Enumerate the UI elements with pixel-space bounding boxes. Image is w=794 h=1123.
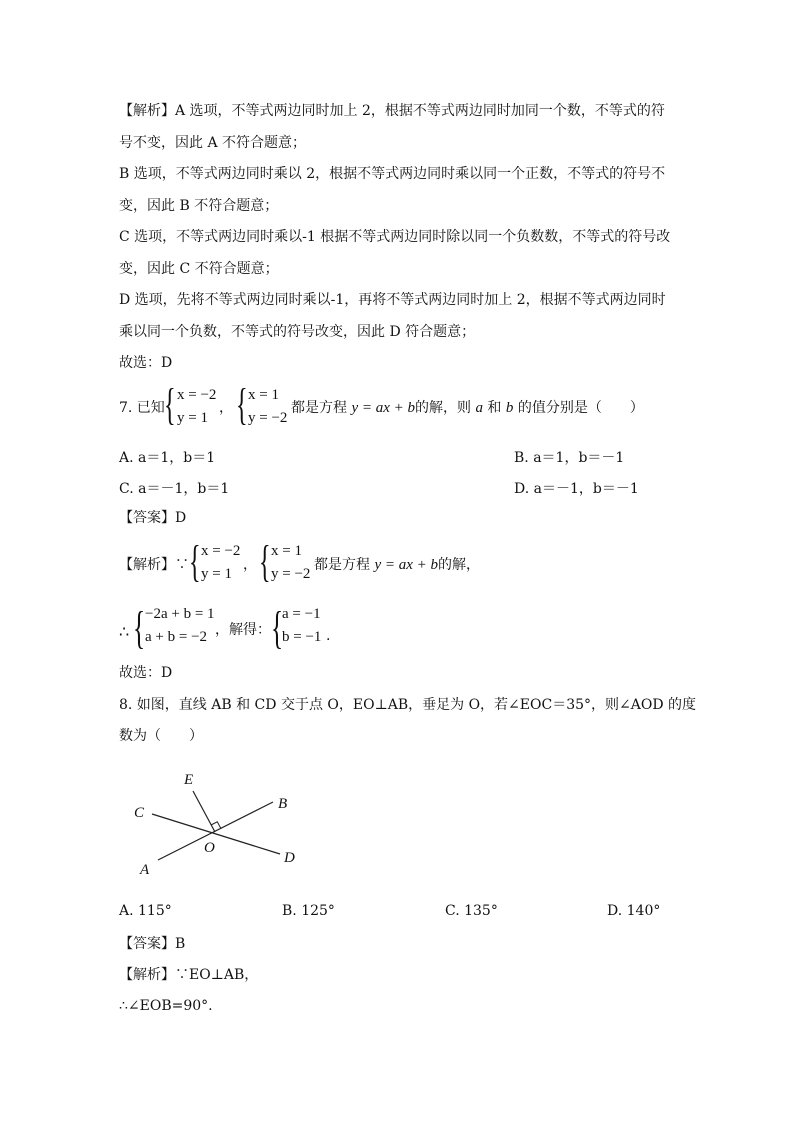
q7-analysis-end: 的解，	[438, 557, 481, 573]
analysis-line-4: 变，因此 B 不符合题意；	[119, 198, 279, 214]
q7-system2-eq1: x = 1	[248, 387, 279, 403]
q8-analysis-line-1: 【解析】∵EO⊥AB，	[119, 967, 259, 983]
analysis-line-6: 变，因此 C 不符合题意；	[119, 261, 279, 277]
q7-and: 和	[487, 400, 502, 416]
label-o: O	[204, 840, 215, 856]
q7-system4-eq1: a = −1	[282, 606, 321, 622]
q7-analysis-system2-brace: {	[259, 537, 271, 586]
analysis-line-8: 乘以同一个负数，不等式的符号改变，因此 D 符合题意；	[119, 324, 476, 340]
q7-var-a: a	[475, 400, 483, 416]
q7-system2-brace: {	[236, 380, 248, 429]
label-a: A	[140, 862, 150, 878]
q7-analysis-system1-eq1: x = −2	[201, 543, 241, 559]
q7-system4-eq2: b = −1	[282, 629, 322, 645]
ray-oe	[193, 791, 215, 832]
line-ab	[158, 802, 273, 860]
q7-text-end: 的值分别是（ ）	[517, 400, 644, 416]
q7-prefix: 7. 已知	[119, 400, 165, 416]
q7-answer: 【答案】D	[119, 510, 187, 526]
q7-solve-text: ，解得：	[215, 622, 271, 638]
q8-option-a: A. 115°	[119, 903, 172, 919]
q7-analysis-system2-eq2: y = −2	[271, 566, 311, 582]
analysis-line-1: 【解析】A 选项，不等式两边同时加上 2，根据不等式两边同时加同一个数，不等式的符	[119, 103, 665, 119]
q7-system4-brace: {	[271, 602, 284, 653]
q7-choose: 故选：D	[119, 665, 173, 681]
q7-option-d: D. a＝－1，b＝－1	[514, 481, 639, 497]
q7-system1-eq1: x = −2	[177, 387, 217, 403]
q7-system1-eq2: y = 1	[177, 410, 208, 426]
q7-stem-text	[291, 398, 644, 418]
q7-analysis-system1-eq2: y = 1	[201, 566, 232, 582]
q7-var-b: b	[505, 400, 514, 416]
q7-text-mid: 都是方程	[291, 400, 347, 416]
q8-geometry-figure	[126, 770, 326, 880]
q8-option-c: C. 135°	[445, 903, 498, 919]
label-c: C	[134, 805, 145, 821]
q8-stem-line-2: 数为（ ）	[119, 728, 203, 744]
q8-answer: 【答案】B	[119, 936, 186, 952]
q7-analysis-equation: y = ax + b	[374, 557, 439, 573]
q7-system3-eq2: a + b = −2	[145, 629, 208, 645]
q7-system3-brace: {	[133, 602, 146, 653]
q7-system2-eq2: y = −2	[248, 410, 288, 426]
q7-analysis-system2-eq1: x = 1	[271, 543, 302, 559]
q7-equation: y = ax + b	[351, 400, 416, 416]
q7-option-a: A. a＝1，b＝1	[119, 450, 216, 466]
q7-analysis-comma: ，	[243, 557, 257, 573]
q7-system1-brace: {	[164, 380, 176, 429]
q7-analysis-mid: 都是方程	[314, 557, 370, 573]
q7-analysis-system1-brace: {	[189, 537, 201, 586]
q8-option-b: B. 125°	[282, 903, 335, 919]
q7-option-b: B. a＝1，b＝－1	[514, 450, 625, 466]
therefore-symbol: ∴	[119, 622, 130, 641]
choose-line: 故选：D	[119, 355, 173, 371]
line-cd	[152, 814, 280, 854]
q7-period: .	[326, 628, 331, 644]
label-e: E	[184, 772, 194, 788]
analysis-line-3: B 选项，不等式两边同时乘以 2，根据不等式两边同时乘以同一个正数，不等式的符号不	[119, 166, 666, 182]
q8-analysis-line-2: ∴∠EOB=90°.	[119, 998, 213, 1014]
q7-analysis-text	[314, 555, 480, 575]
analysis-line-2: 号不变，因此 A 不符合题意；	[119, 135, 307, 151]
label-b: B	[278, 796, 288, 812]
q7-system3-eq1: −2a + b = 1	[145, 606, 215, 622]
q8-stem-line-1: 8. 如图，直线 AB 和 CD 交于点 O，EO⊥AB，垂足为 O，若∠EOC＝35°，则∠AOD 的度	[119, 697, 697, 713]
analysis-line-7: D 选项，先将不等式两边同时乘以-1，再将不等式两边同时加上 2，根据不等式两边同时	[119, 292, 666, 308]
q7-analysis-label: 【解析】∵	[119, 557, 189, 573]
q7-option-c: C. a＝－1，b＝1	[119, 481, 230, 497]
label-d: D	[284, 850, 295, 866]
q7-text-after: 的解，则	[415, 400, 472, 416]
q7-comma: ，	[219, 400, 233, 416]
q8-option-d: D. 140°	[607, 903, 661, 919]
analysis-line-5: C 选项，不等式两边同时乘以-1 根据不等式两边同时除以同一个负数数，不等式的符号改	[119, 229, 671, 245]
